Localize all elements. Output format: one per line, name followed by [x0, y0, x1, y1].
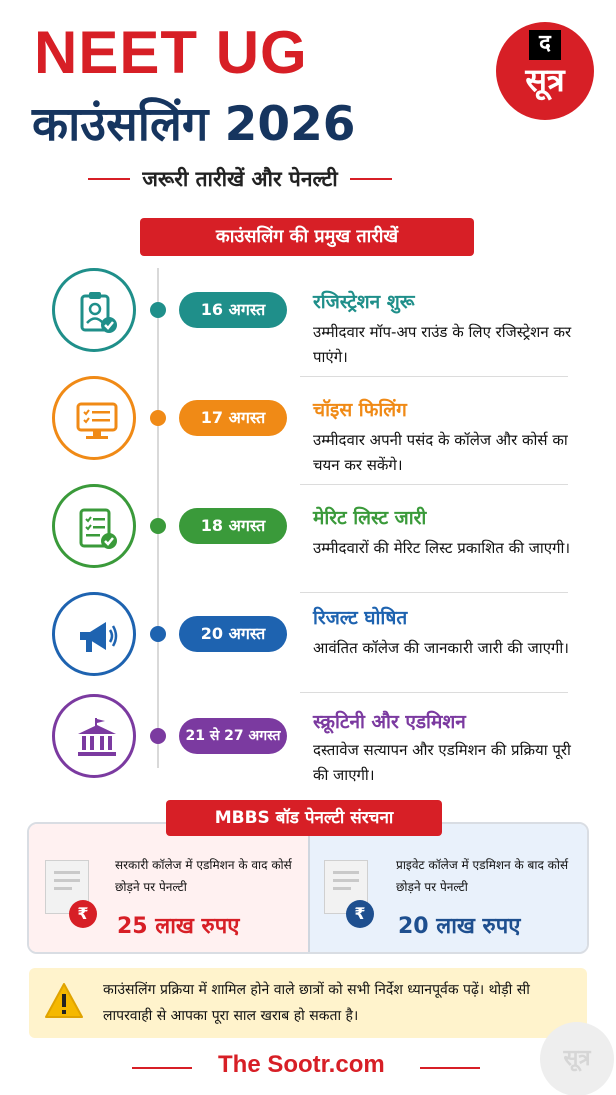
timeline-dot — [150, 518, 166, 534]
watermark-logo: सूत्र — [540, 1022, 614, 1095]
rupee-icon: ₹ — [69, 900, 97, 928]
logo-word: सूत्र — [525, 61, 565, 99]
penalty-card-private — [310, 824, 589, 952]
event-icon-circle — [52, 268, 136, 352]
event-description: उम्मीदवारों की मेरिट लिस्ट प्रकाशित की जाएगी। — [313, 539, 571, 557]
penalty-description: प्राइवेट कॉलेज में एडमिशन के बाद कोर्स छोड़ने पर पेनल्टी — [396, 858, 569, 894]
registration-clipboard-icon — [74, 290, 120, 336]
penalty-card-government — [29, 824, 308, 952]
timeline-event — [0, 694, 616, 798]
footer-divider-left — [132, 1067, 192, 1069]
penalty-description: सरकारी कॉलेज में एडमिशन के वाद कोर्स छोड़ने पर पेनल्टी — [115, 858, 292, 894]
event-title: रजिस्ट्रेशन शुरू — [313, 291, 415, 313]
event-icon-circle — [52, 694, 136, 778]
timeline-event — [0, 376, 616, 480]
event-date: 20 अगस्त — [179, 616, 287, 652]
main-title: NEET UG — [34, 19, 308, 86]
event-icon-circle — [52, 376, 136, 460]
subtitle-divider-left — [88, 178, 130, 180]
megaphone-icon — [74, 614, 120, 660]
timeline-event — [0, 592, 616, 696]
timeline-dot — [150, 302, 166, 318]
subtitle-row — [30, 160, 450, 198]
subtitle-divider-right — [350, 178, 392, 180]
penalty-amount: 25 लाख रुपए — [117, 914, 240, 939]
event-date: 16 अगस्त — [179, 292, 287, 328]
event-icon-circle — [52, 592, 136, 676]
brand-logo — [496, 22, 594, 120]
main-title-subline: काउंसलिंग 2026 — [32, 97, 356, 152]
event-title: चॉइस फिलिंग — [313, 399, 407, 421]
event-description: उम्मीदवार अपनी पसंद के कॉलेज और कोर्स का चयन कर सकेंगे। — [313, 431, 568, 474]
timeline-event — [0, 268, 616, 372]
penalty-section-heading: MBBS बॉड पेनल्टी संरचना — [166, 800, 442, 836]
footer-site-link[interactable]: The Sootr.com — [218, 1051, 385, 1078]
warning-text: काउंसलिंग प्रक्रिया में शामिल होने वाले छात्रों को सभी निर्देश ध्यानपूर्वक पढ़ें। थोड़ी सी लापरवाही से आपका पूरा साल खराब हो सकता है। — [103, 982, 530, 1024]
warning-triangle-icon — [44, 982, 84, 1020]
rupee-icon: ₹ — [346, 900, 374, 928]
event-description: आवंतित कॉलेज की जानकारी जारी की जाएगी। — [313, 639, 569, 657]
event-title: रिजल्ट घोषित — [313, 607, 408, 629]
logo-letter: द — [529, 30, 561, 60]
event-description: दस्तावेज सत्यापन और एडमिशन की प्रक्रिया पूरी की जाएगी। — [313, 741, 571, 784]
event-date: 21 से 27 अगस्त — [179, 718, 287, 754]
dates-section-heading: काउंसलिंग की प्रमुख तारीखें — [140, 218, 474, 256]
timeline-dot — [150, 626, 166, 642]
event-date: 18 अगस्त — [179, 508, 287, 544]
merit-list-document-icon — [74, 506, 120, 552]
event-icon-circle — [52, 484, 136, 568]
timeline-dot — [150, 410, 166, 426]
event-title: मेरिट लिस्ट जारी — [313, 507, 427, 529]
event-description: उम्मीदवार मॉप-अप राउंड के लिए रजिस्ट्रेशन कर पाएंगे। — [313, 323, 572, 366]
timeline-event — [0, 484, 616, 588]
choice-checklist-monitor-icon — [74, 398, 120, 444]
subtitle: जरूरी तारीखें और पेनल्टी — [142, 167, 338, 191]
event-date: 17 अगस्त — [179, 400, 287, 436]
timeline-dot — [150, 728, 166, 744]
institution-building-icon — [74, 716, 120, 762]
penalty-panel — [27, 822, 589, 954]
event-title: स्क्रूटिनी और एडमिशन — [313, 711, 466, 733]
event-separator — [300, 692, 568, 693]
penalty-amount: 20 लाख रुपए — [398, 914, 521, 939]
footer-divider-right — [420, 1067, 480, 1069]
